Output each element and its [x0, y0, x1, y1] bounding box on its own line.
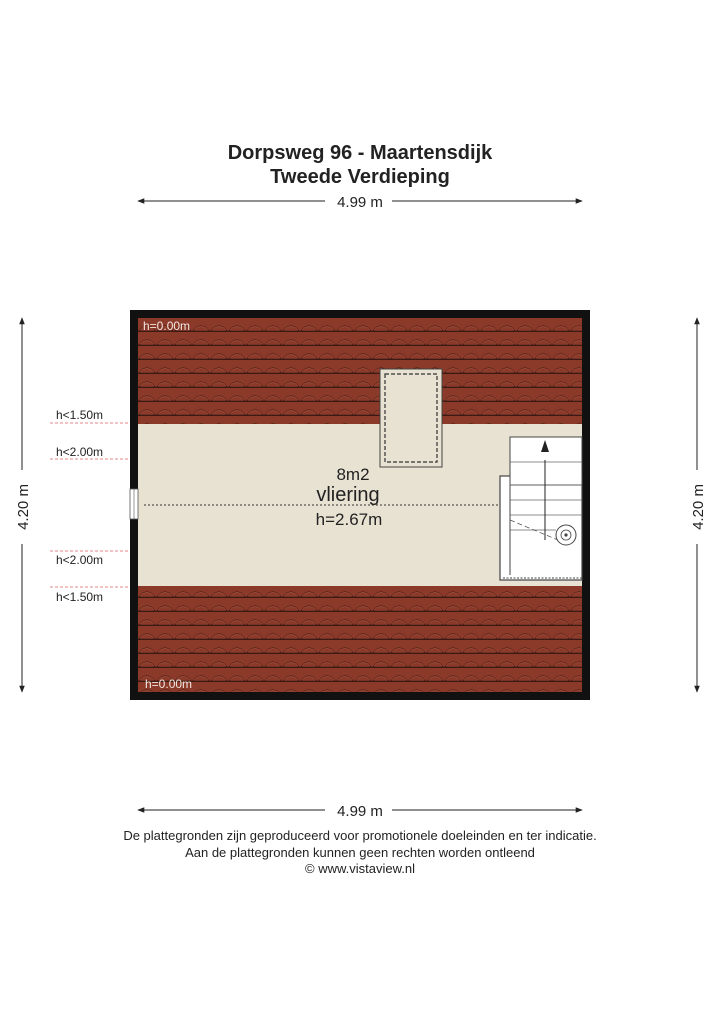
height-marker-label: h<1.50m	[56, 590, 104, 604]
height-marker-label: h<1.50m	[56, 408, 104, 422]
right-dimension	[690, 318, 707, 692]
height-marker-label: h<2.00m	[56, 553, 104, 567]
roof-top	[138, 318, 582, 424]
skylight	[380, 369, 442, 467]
left-dimension	[15, 318, 32, 692]
top-dimension-label: 4.99 m	[337, 194, 383, 211]
disclaimer-line: De plattegronden zijn geproduceerd voor promotionele doeleinden en ter indicatie.	[123, 828, 597, 843]
window	[130, 489, 138, 519]
roof-bottom	[138, 586, 582, 692]
floor-subtitle: Tweede Verdieping	[270, 166, 450, 188]
height-marker-label: h<2.00m	[56, 445, 104, 459]
copyright-link[interactable]: © www.vistaview.nl	[305, 861, 415, 876]
left-dimension-label: 4.20 m	[15, 484, 32, 530]
roof-top-height: h=0.00m	[143, 319, 191, 333]
room-height: h=2.67m	[315, 510, 383, 529]
bottom-dimension-label: 4.99 m	[337, 803, 383, 820]
bottom-dimension	[138, 803, 582, 820]
room-area: 8m2	[336, 465, 370, 484]
right-dimension-label: 4.20 m	[690, 484, 707, 530]
room-name: vliering	[316, 484, 380, 506]
page-title: Dorpsweg 96 - Maartensdijk	[227, 142, 493, 164]
roof-bottom-height: h=0.00m	[145, 677, 193, 691]
staircase	[500, 437, 582, 580]
disclaimer-line: Aan de plattegronden kunnen geen rechten worden ontleend	[185, 845, 535, 860]
top-dimension	[138, 194, 582, 211]
